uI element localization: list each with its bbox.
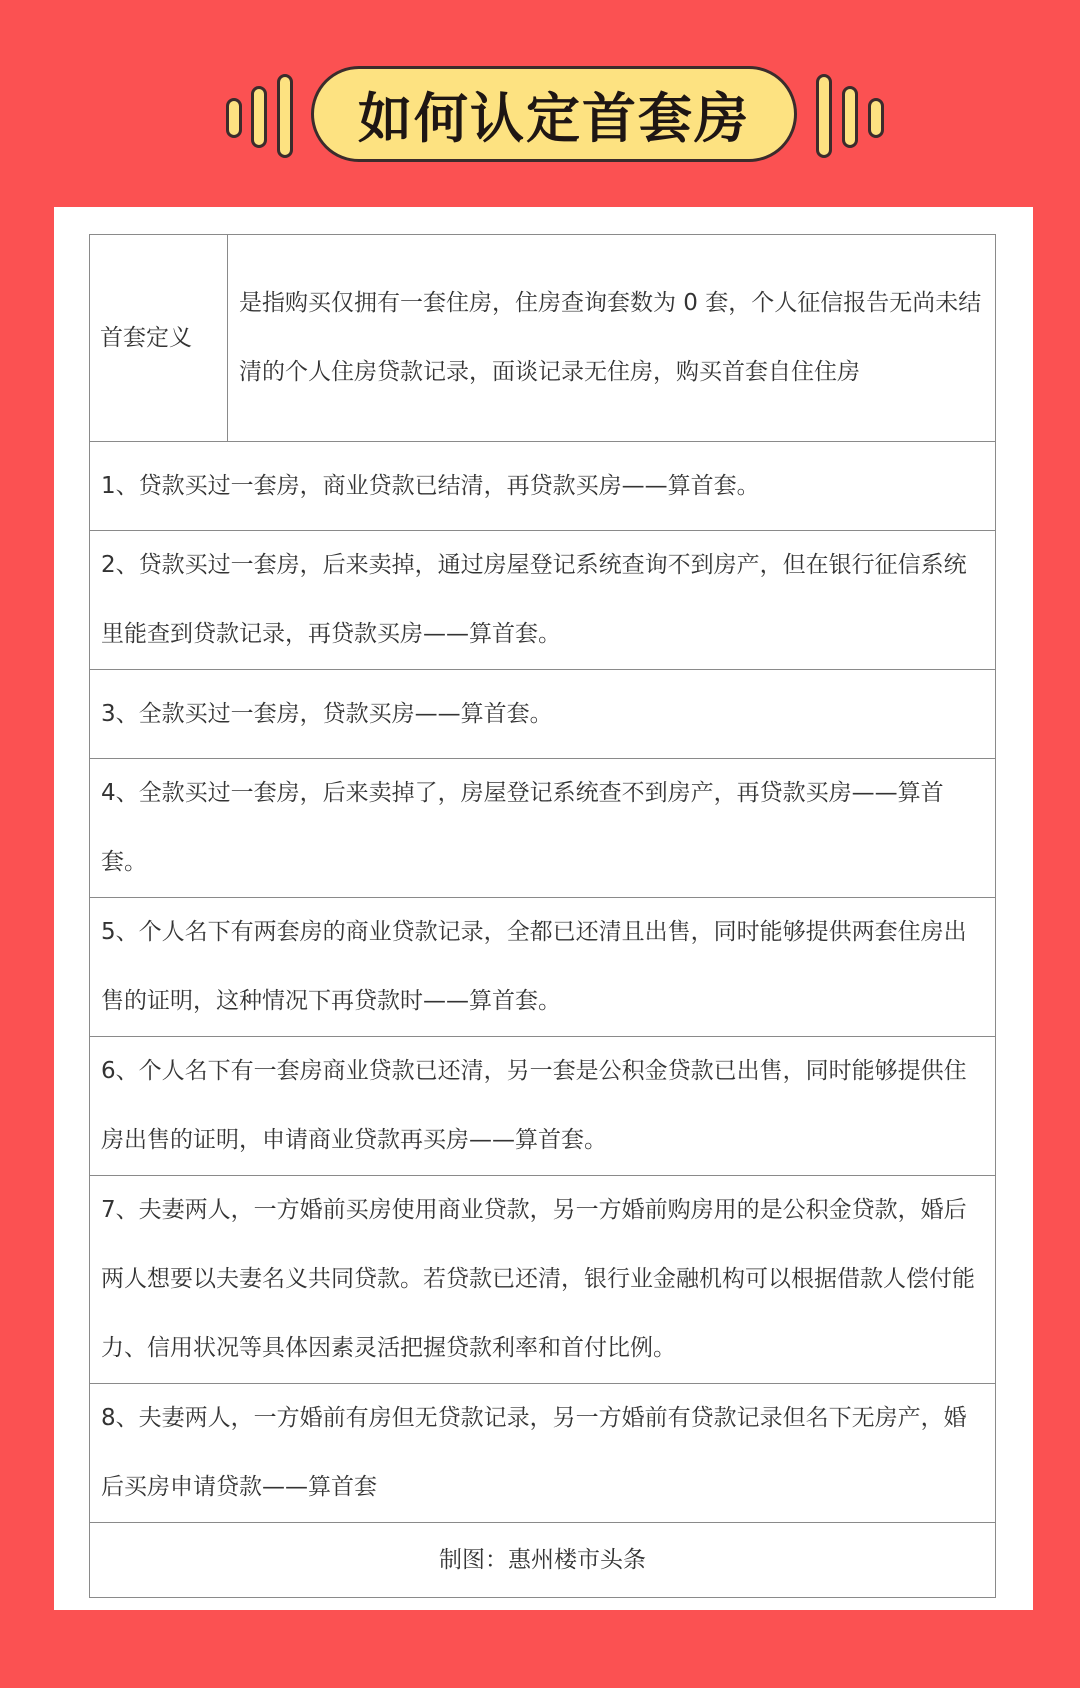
table-row: [90, 898, 996, 1037]
rule-1: 1、贷款买过一套房，商业贷款已结清，再贷款买房——算首套。: [90, 442, 996, 531]
title-banner: [311, 66, 797, 162]
table-row: [90, 1176, 996, 1384]
page-title: 如何认定首套房: [358, 86, 750, 150]
definition-label: 首套定义: [90, 235, 228, 442]
rule-7: 7、夫妻两人，一方婚前买房使用商业贷款，另一方婚前购房用的是公积金贷款，婚后两人想要以夫妻名义共同贷款。若贷款已还清，银行业金融机构可以根据借款人偿付能力、信用状况等具体因素灵活把握贷款利率和首付比例。: [90, 1176, 996, 1384]
table-row: [90, 670, 996, 759]
definition-text: 是指购买仅拥有一套住房，住房查询套数为 0 套，个人征信报告无尚未结清的个人住房贷款记录，面谈记录无住房，购买首套自住住房: [228, 235, 996, 442]
table-row: [90, 531, 996, 670]
rule-5: 5、个人名下有两套房的商业贷款记录，全都已还清且出售，同时能够提供两套住房出售的证明，这种情况下再贷款时——算首套。: [90, 898, 996, 1037]
rule-4: 4、全款买过一套房，后来卖掉了，房屋登记系统查不到房产，再贷款买房——算首套。: [90, 759, 996, 898]
right-deco-bar-tall: [816, 74, 832, 158]
rules-table: [89, 234, 996, 1598]
rule-3: 3、全款买过一套房，贷款买房——算首套。: [90, 670, 996, 759]
table-row-definition: [90, 235, 996, 442]
content-card: [54, 207, 1033, 1610]
right-deco-bar-medium: [842, 86, 858, 148]
table-row: [90, 1384, 996, 1523]
left-deco-bar-tall: [277, 74, 293, 158]
table-row-credit: [90, 1523, 996, 1598]
right-deco-bar-short: [868, 98, 884, 138]
header: [0, 0, 1080, 205]
rule-6: 6、个人名下有一套房商业贷款已还清，另一套是公积金贷款已出售，同时能够提供住房出售的证明，申请商业贷款再买房——算首套。: [90, 1037, 996, 1176]
rule-8: 8、夫妻两人，一方婚前有房但无贷款记录，另一方婚前有贷款记录但名下无房产，婚后买房申请贷款——算首套: [90, 1384, 996, 1523]
left-deco-bar-medium: [251, 86, 267, 148]
credit-text: 制图：惠州楼市头条: [90, 1523, 996, 1598]
left-deco-bar-short: [226, 98, 242, 138]
rule-2: 2、贷款买过一套房，后来卖掉，通过房屋登记系统查询不到房产，但在银行征信系统里能查到贷款记录，再贷款买房——算首套。: [90, 531, 996, 670]
table-row: [90, 1037, 996, 1176]
table-row: [90, 759, 996, 898]
table-row: [90, 442, 996, 531]
